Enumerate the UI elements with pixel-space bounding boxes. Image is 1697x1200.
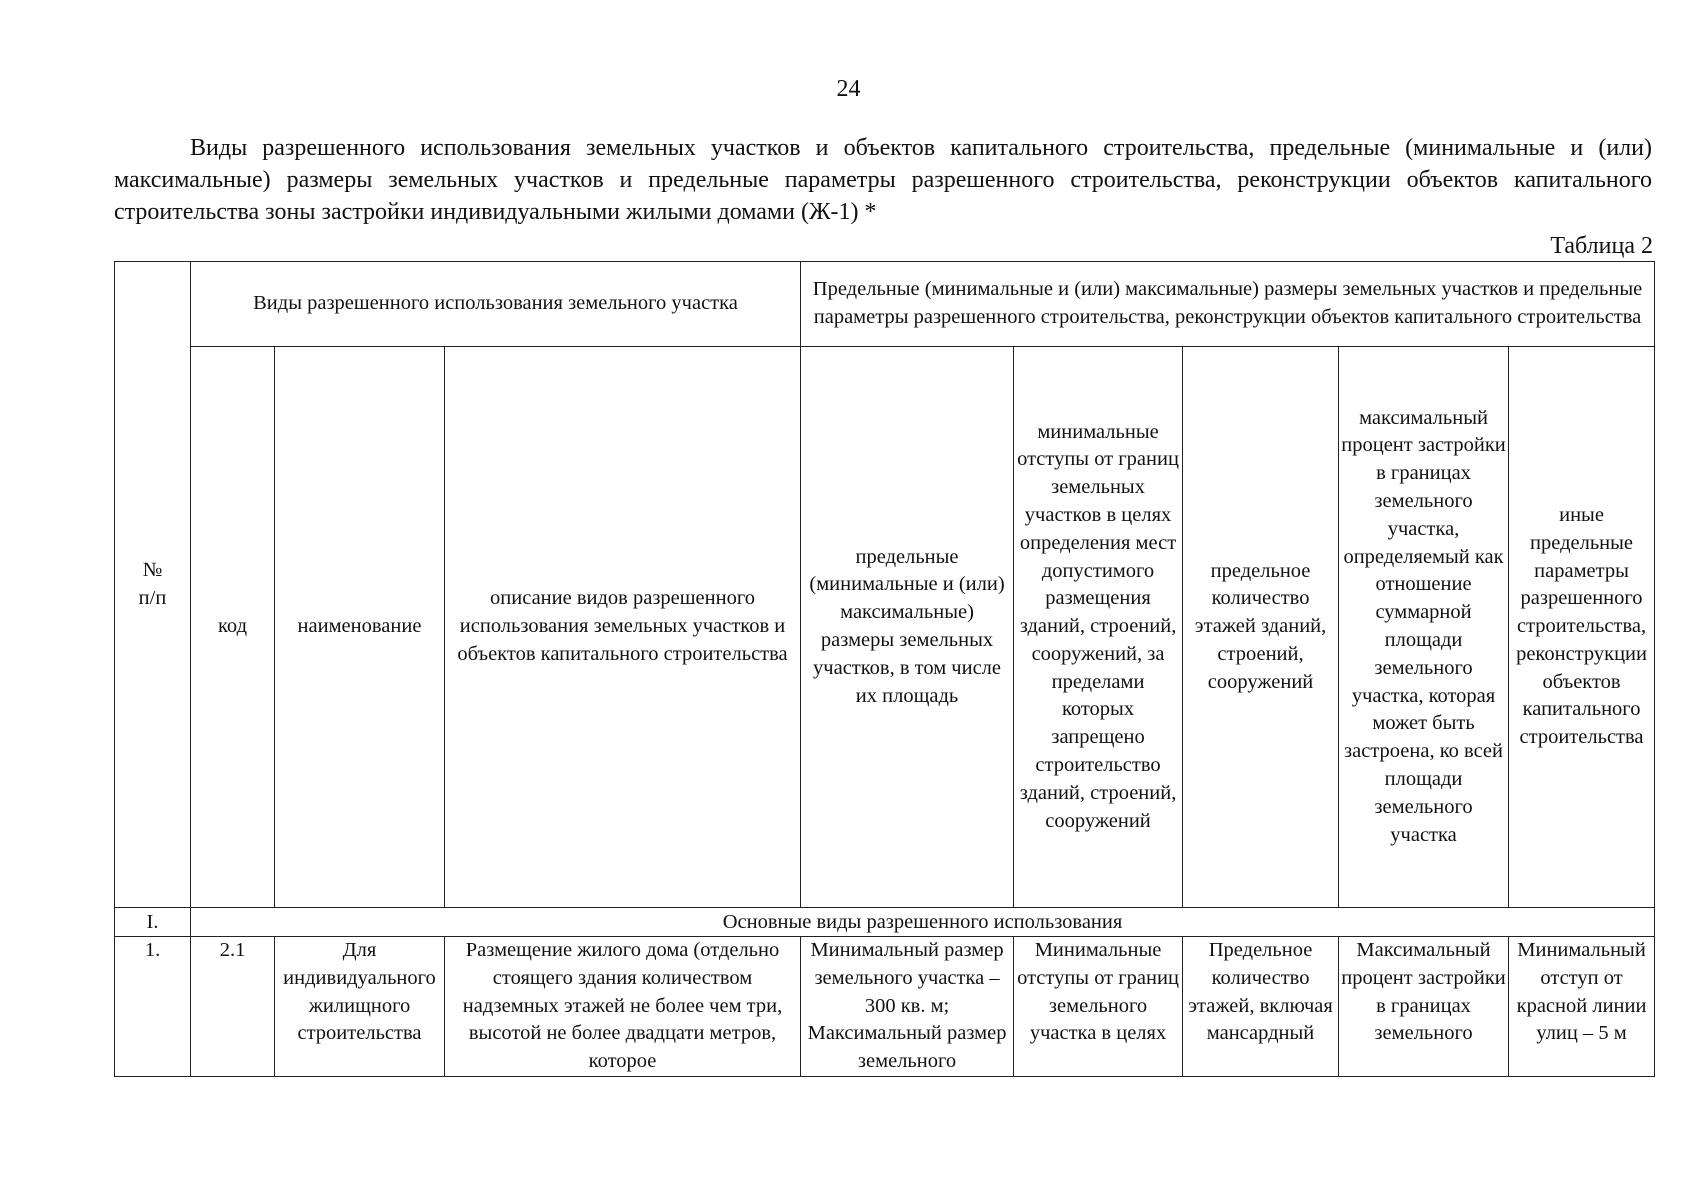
document-heading: Виды разрешенного использования земельных участков и объектов капитального строительства, предельные (минимальные и (или) максимальные) размеры земельных участков и предельные параметры разрешенного строительства, реконструкции объектов капитального строительства зоны застройки индивидуальными жилыми домами (Ж-1) * xyxy=(114,135,1652,225)
header-row-1 xyxy=(115,262,1655,347)
header-coverage: максимальный процент застройки в границах земельного участка, определяемый как отношение суммарной площади земельного участка, которая может быть застроена, ко всей площади земельного участка xyxy=(1339,347,1509,908)
row-coverage: Максимальный процент застройки в границах земельного xyxy=(1339,937,1509,1077)
section-row xyxy=(115,908,1655,937)
row-name: Для индивидуального жилищного строительства xyxy=(275,937,445,1077)
row-code: 2.1 xyxy=(191,937,275,1077)
header-sizes: предельные (минимальные и (или) максимальные) размеры земельных участков, в том числе их площадь xyxy=(801,347,1014,908)
header-group-uses: Виды разрешенного использования земельного участка xyxy=(191,262,801,347)
header-num: № п/п xyxy=(115,262,191,908)
table-label: Таблица 2 xyxy=(1550,233,1653,259)
header-setbacks: минимальные отступы от границ земельных участков в целях определения мест допустимого размещения зданий, строений, сооружений, за пределами которых запрещено строительство зданий, строений, сооружений xyxy=(1014,347,1183,908)
header-other: иные предельные параметры разрешенного строительства, реконструкции объектов капитального строительства xyxy=(1509,347,1655,908)
header-row-2 xyxy=(115,347,1655,908)
header-floors: предельное количество этажей зданий, строений, сооружений xyxy=(1183,347,1339,908)
header-name: наименование xyxy=(275,347,445,908)
table-row xyxy=(115,937,1655,1077)
page-number: 24 xyxy=(836,76,861,102)
header-description: описание видов разрешенного использования земельных участков и объектов капитального строительства xyxy=(445,347,801,908)
header-code: код xyxy=(191,347,275,908)
row-setbacks: Минимальные отступы от границ земельного участка в целях xyxy=(1014,937,1183,1077)
row-description: Размещение жилого дома (отдельно стоящего здания количеством надземных этажей не более чем три, высотой не более двадцати метров, которое xyxy=(445,937,801,1077)
row-other: Минимальный отступ от красной линии улиц – 5 м xyxy=(1509,937,1655,1077)
zoning-table xyxy=(114,261,1655,1077)
section-title: Основные виды разрешенного использования xyxy=(191,908,1655,937)
header-group-params: Предельные (минимальные и (или) максимальные) размеры земельных участков и предельные параметры разрешенного строительства, реконструкции объектов капитального строительства xyxy=(801,262,1655,347)
row-sizes: Минимальный размер земельного участка – 300 кв. м; Максимальный размер земельного xyxy=(801,937,1014,1077)
section-num: I. xyxy=(115,908,191,937)
row-num: 1. xyxy=(115,937,191,1077)
row-floors: Предельное количество этажей, включая мансардный xyxy=(1183,937,1339,1077)
